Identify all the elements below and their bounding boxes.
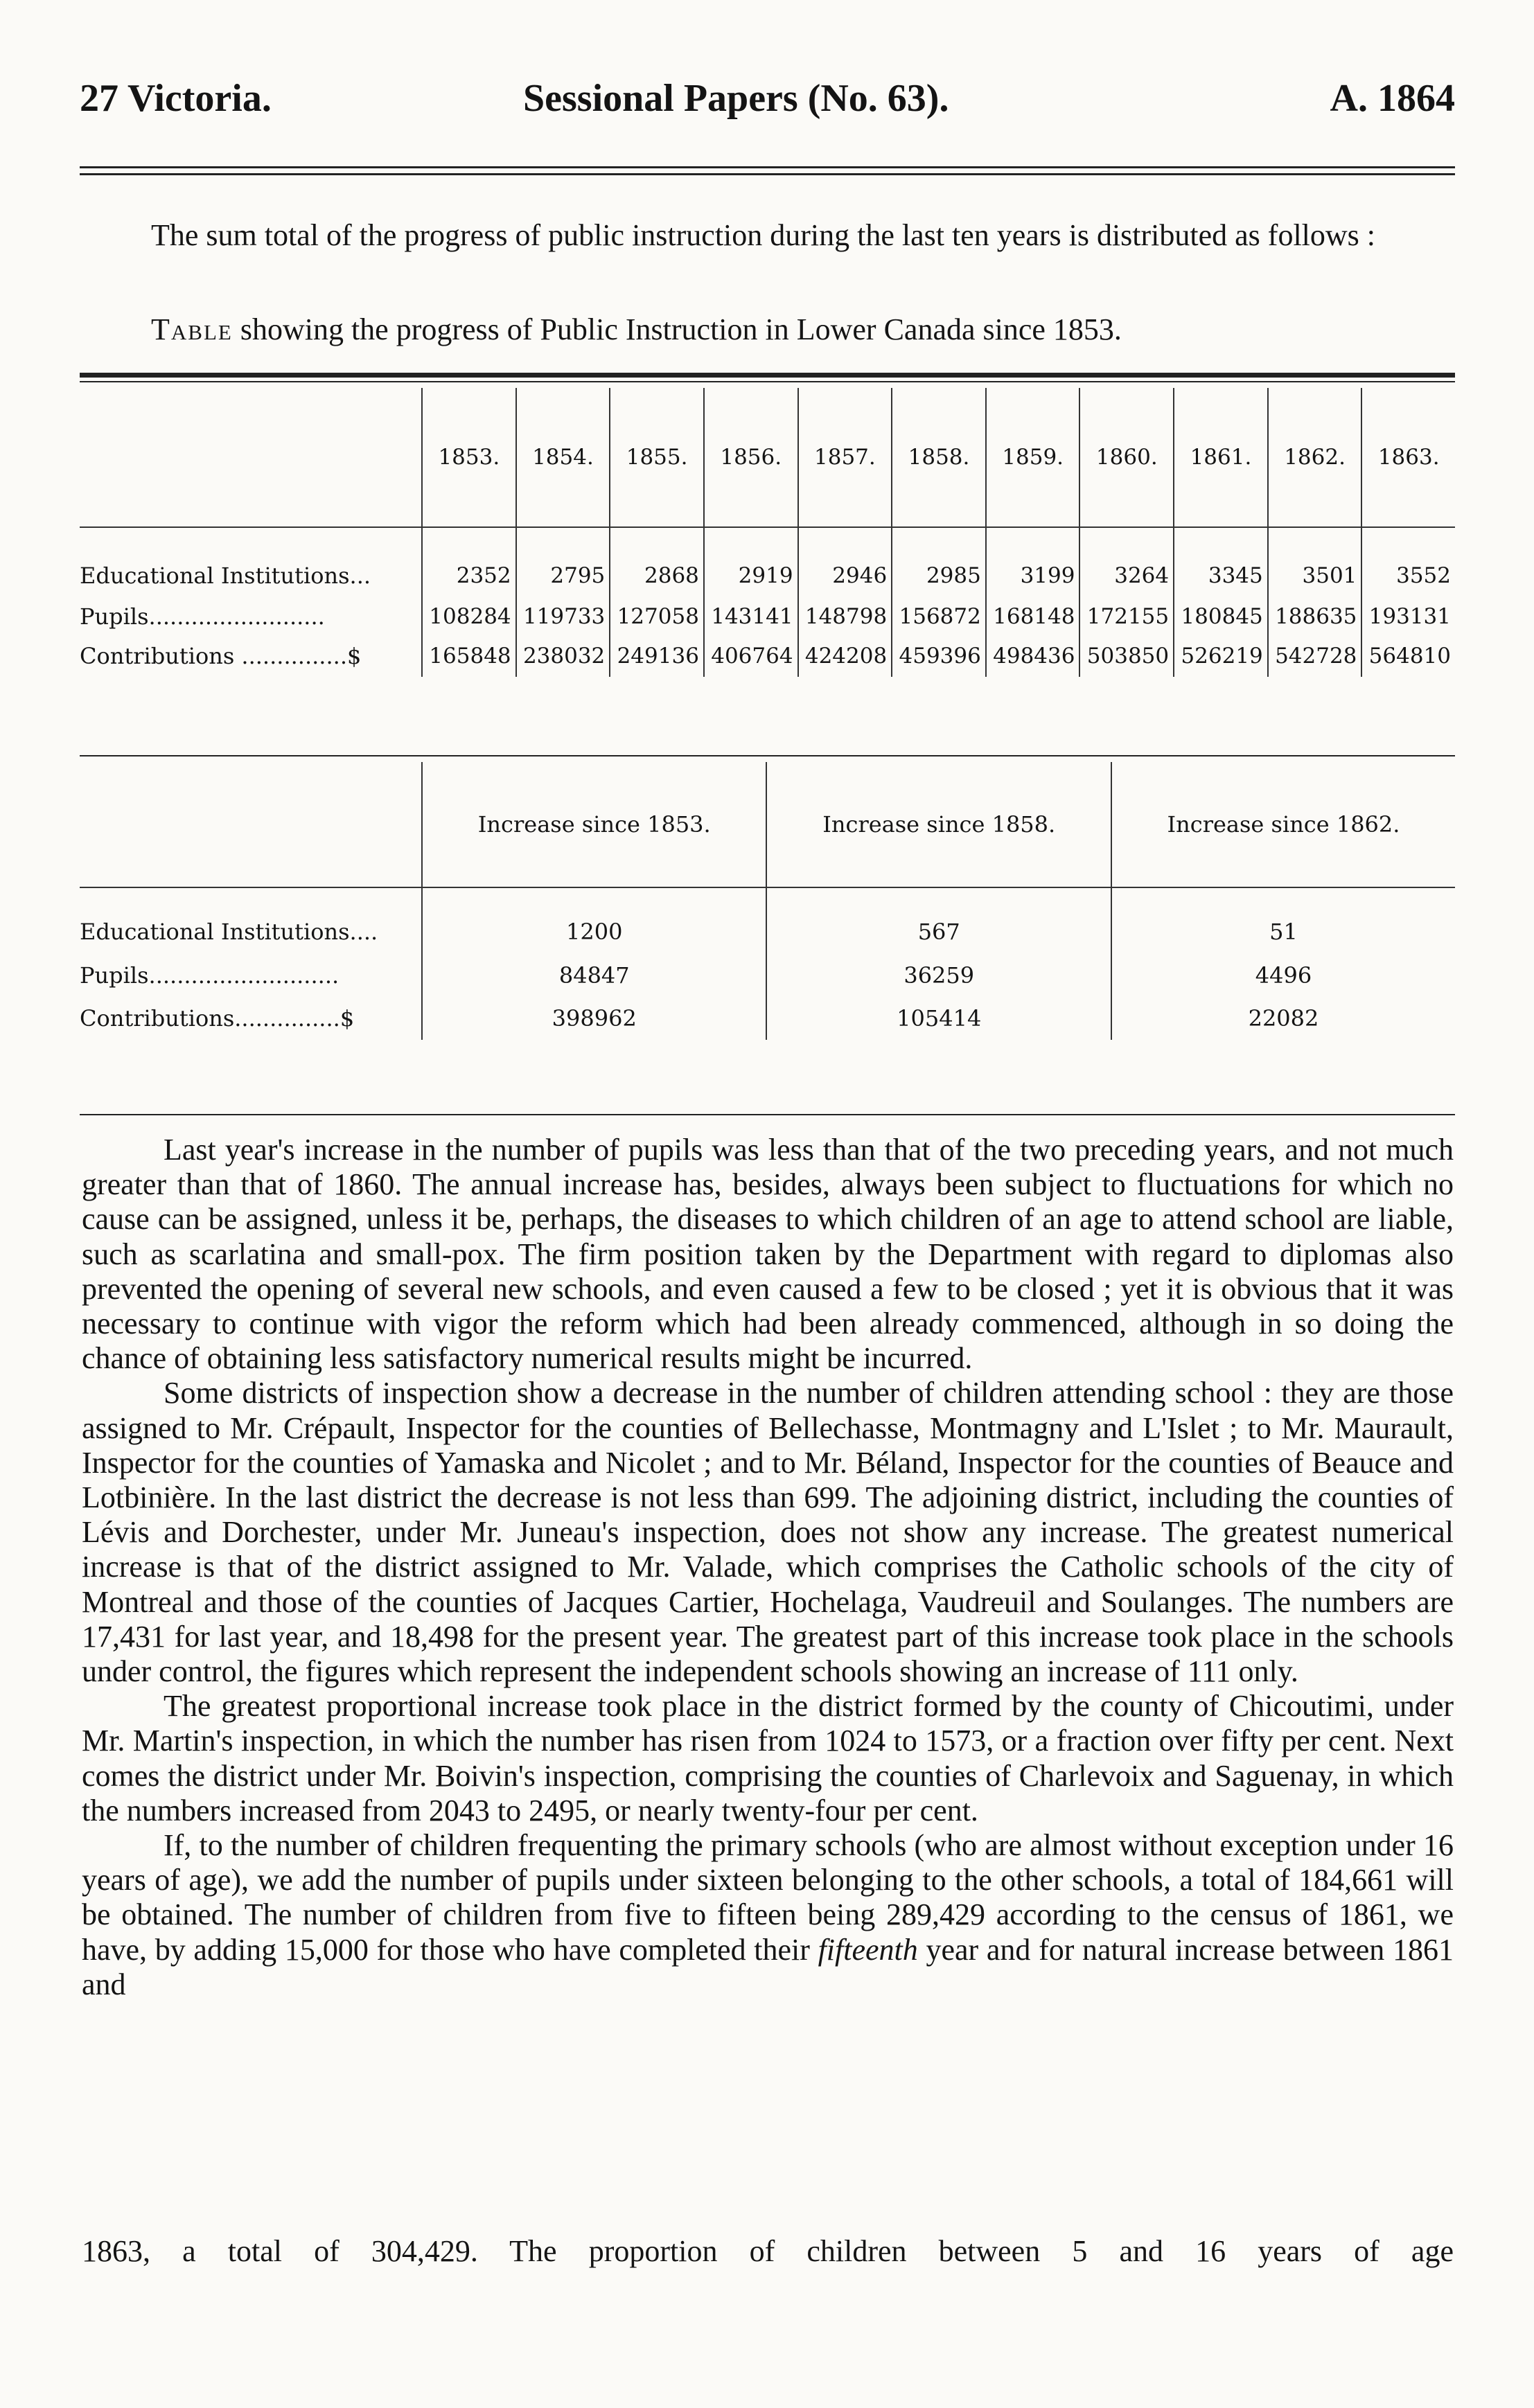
row-label: Contributions ...............$ — [80, 643, 362, 669]
year-column-header: 1862. — [1268, 388, 1362, 527]
row-label: Pupils........................... — [80, 962, 340, 989]
header-rule-bottom — [80, 173, 1455, 175]
table-cell: 3501 — [1268, 527, 1362, 597]
table-cell: 148798 — [798, 597, 892, 635]
increase-column-header: Increase since 1858. — [766, 762, 1111, 887]
table-header-row — [80, 762, 1455, 887]
row-label: Educational Institutions... — [80, 563, 371, 589]
header-session: 27 Victoria. — [80, 77, 272, 120]
table-cell: 84847 — [422, 954, 766, 997]
caption-label: Table — [151, 312, 233, 346]
stub-header — [80, 762, 422, 887]
table-cell: 567 — [766, 887, 1111, 954]
table-cell: 2946 — [798, 527, 892, 597]
table-cell: 172155 — [1079, 597, 1174, 635]
table-cell: 143141 — [704, 597, 798, 635]
table-cell: 249136 — [610, 635, 704, 677]
table-cell: 2919 — [704, 527, 798, 597]
header-year: A. 1864 — [1330, 77, 1455, 120]
table-cell: 398962 — [422, 997, 766, 1040]
progress-table — [80, 388, 1455, 677]
row-label: Pupils......................... — [80, 603, 325, 630]
table-separator-rule — [80, 755, 1455, 756]
paragraph-text: year and for natural increase between 1861 and — [82, 1932, 1454, 2001]
increase-column-header: Increase since 1853. — [422, 762, 766, 887]
table-cell: 3199 — [986, 527, 1080, 597]
table-cell: 165848 — [422, 635, 516, 677]
table-cell: 459396 — [892, 635, 986, 677]
table-cell: 105414 — [766, 997, 1111, 1040]
table-cell: 424208 — [798, 635, 892, 677]
year-column-header: 1856. — [704, 388, 798, 527]
emphasis-text: fifteenth — [818, 1932, 918, 1967]
year-column-header: 1858. — [892, 388, 986, 527]
paragraph-district-decrease: Some districts of inspection show a decrease in the number of children attending school : they are those assigned to Mr. Crépault, Inspector for the counties of Bellechasse, Montmagny and L'Islet ; to Mr. Maurault, Inspector for the counties of Yamaska and Nicolet ; and to Mr. Béland, Inspector for the counties of Beauce and Lotbinière. In the last district the decrease is not less than 699. The adjoining district, including the counties of Lévis and Dorchester, under Mr. Juneau's inspection, does not show any increase. The greatest numerical increase is that of the district assigned to Mr. Valade, which comprises the Catholic schools of the city of Montreal and those of the counties of Jacques Cartier, Hochelaga, Vaudreuil and Soulanges. The numbers are 17,431 for last year, and 18,498 for the present year. The greatest part of this increase took place in the schools under control, the figures which represent the independent schools showing an increase of 111 only. — [82, 1376, 1454, 1689]
table-cell: 4496 — [1111, 954, 1455, 997]
table-cell: 168148 — [986, 597, 1080, 635]
year-column-header: 1859. — [986, 388, 1080, 527]
table-cell: 498436 — [986, 635, 1080, 677]
year-column-header: 1861. — [1174, 388, 1268, 527]
table-cell: 2985 — [892, 527, 986, 597]
row-label: Contributions...............$ — [80, 1005, 355, 1032]
table-cell: 406764 — [704, 635, 798, 677]
table-cell: 193131 — [1361, 597, 1455, 635]
year-column-header: 1853. — [422, 388, 516, 527]
table-cell: 108284 — [422, 597, 516, 635]
table-cell: 188635 — [1268, 597, 1362, 635]
table-cell: 564810 — [1361, 635, 1455, 677]
intro-text: The sum total of the progress of public instruction during the last ten years is distributed as follows : — [151, 218, 1376, 252]
table-row — [80, 997, 1455, 1040]
caption-text: showing the progress of Public Instruction in Lower Canada since 1853. — [232, 312, 1122, 346]
year-column-header: 1854. — [516, 388, 610, 527]
header-rule-top — [80, 166, 1455, 168]
table-row — [80, 527, 1455, 597]
final-line: 1863, a total of 304,429. The proportion of children between 5 and 16 years of age — [82, 2234, 1454, 2268]
table-cell: 51 — [1111, 887, 1455, 954]
table-cell: 119733 — [516, 597, 610, 635]
table-cell: 127058 — [610, 597, 704, 635]
table-caption — [151, 312, 1122, 347]
table-header-row — [80, 388, 1455, 527]
table-cell: 3264 — [1079, 527, 1174, 597]
paragraph-children-total — [82, 1828, 1454, 2002]
increase-column-header: Increase since 1862. — [1111, 762, 1455, 887]
table1-rule-top-thin — [80, 381, 1455, 382]
table-cell: 36259 — [766, 954, 1111, 997]
body-text — [82, 1133, 1454, 2002]
paragraph-proportional-increase: The greatest proportional increase took place in the district formed by the county of Chicoutimi, under Mr. Martin's inspection, in which the number has risen from 1024 to 1573, or a fraction over fifty per cent. Next comes the district under Mr. Boivin's inspection, comprising the counties of Charlevoix and Saguenay, in which the numbers increased from 2043 to 2495, or nearly twenty-four per cent. — [82, 1689, 1454, 1827]
table-cell: 503850 — [1079, 635, 1174, 677]
intro-paragraph — [82, 218, 1454, 253]
table-cell: 2352 — [422, 527, 516, 597]
increase-table — [80, 762, 1455, 1040]
paragraph-pupils-increase: Last year's increase in the number of pupils was less than that of the two preceding years, and not much greater than that of 1860. The annual increase has, besides, always been subject to fluctuations for which no cause can be assigned, unless it be, perhaps, the diseases to which children of an age to attend school are liable, such as scarlatina and small-pox. The firm position taken by the Department with regard to diplomas also prevented the opening of several new schools, and even caused a few to be closed ; yet it is obvious that it was necessary to continue with vigor the reform which had been already commenced, although in so doing the chance of obtaining less satisfactory numerical results might be incurred. — [82, 1133, 1454, 1376]
table-cell: 2868 — [610, 527, 704, 597]
header-title: Sessional Papers (No. 63). — [523, 77, 949, 120]
year-column-header: 1860. — [1079, 388, 1174, 527]
table-bottom-rule — [80, 1114, 1455, 1115]
table-cell: 238032 — [516, 635, 610, 677]
table-row — [80, 635, 1455, 677]
table-cell: 542728 — [1268, 635, 1362, 677]
stub-header — [80, 388, 422, 527]
year-column-header: 1857. — [798, 388, 892, 527]
table-cell: 3345 — [1174, 527, 1268, 597]
table1-rule-top — [80, 373, 1455, 378]
table-cell: 22082 — [1111, 997, 1455, 1040]
page-header — [80, 76, 1455, 132]
row-label: Educational Institutions.... — [80, 918, 378, 945]
year-column-header: 1863. — [1361, 388, 1455, 527]
table-cell: 3552 — [1361, 527, 1455, 597]
paragraph-text: If, to the number of children frequenting the primary schools (who are almost without exception under 16 years of age), we add the number of pupils under sixteen belonging to the other schools, a total of 184,661 will be obtained. The number of children from five to fifteen being 289,429 according to the census of 1861, we have, by adding 15,000 for those who have completed their — [82, 1828, 1454, 1967]
table-cell: 2795 — [516, 527, 610, 597]
table-cell: 156872 — [892, 597, 986, 635]
table-cell: 180845 — [1174, 597, 1268, 635]
table-cell: 1200 — [422, 887, 766, 954]
table-row — [80, 954, 1455, 997]
table-row — [80, 597, 1455, 635]
table-row — [80, 887, 1455, 954]
year-column-header: 1855. — [610, 388, 704, 527]
table-cell: 526219 — [1174, 635, 1268, 677]
